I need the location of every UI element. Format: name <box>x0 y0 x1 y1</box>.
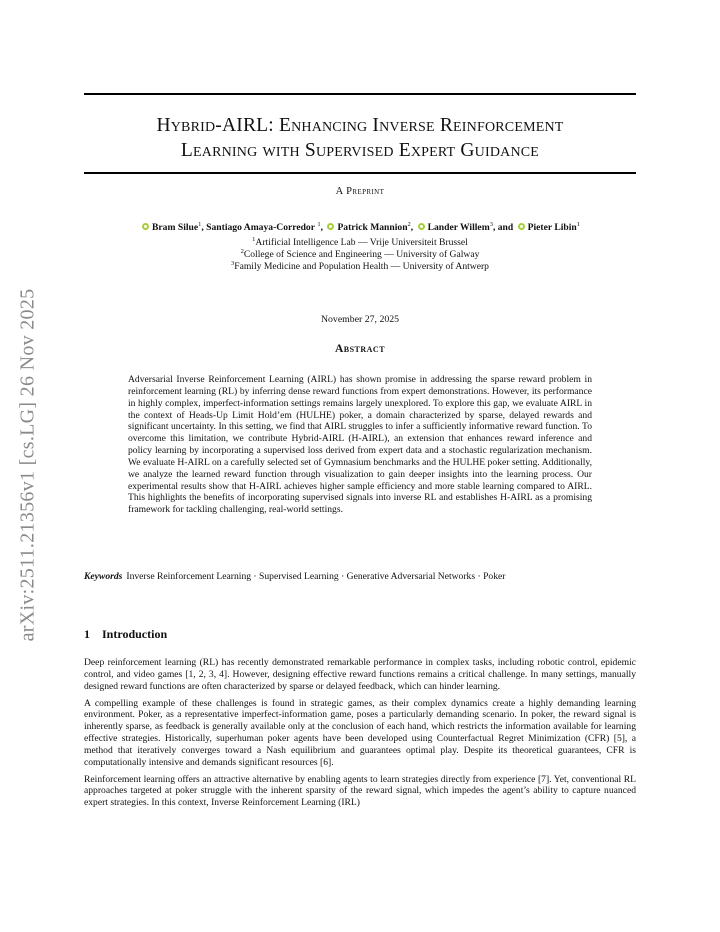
keywords-text: Inverse Reinforcement Learning · Supervised Learning · Generative Adversarial Networks · Poker <box>126 571 506 582</box>
abstract-text: Adversarial Inverse Reinforcement Learning (AIRL) has shown promise in addressing the sparse reward problem in reinforcement learning (RL) by inferring dense reward functions from expert demonstrations. However, its performance in highly complex, imperfect-information settings remains largely unexplored. To explore this gap, we evaluate AIRL in the context of Heads-Up Limit Hold’em (HULHE) poker, a domain characterized by sparse, delayed rewards and significant uncertainty. In this setting, we find that AIRL struggles to infer a sufficiently informative reward function. To overcome this limitation, we contribute Hybrid-AIRL (H-AIRL), an extension that enhances reward inference and policy learning by incorporating a supervised loss derived from expert data and a stochastic regularization mechanism. We evaluate H-AIRL on a carefully selected set of Gymnasium benchmarks and the HULHE poker setting. Additionally, we analyze the learned reward function through visualization to gain deeper insights into the learning process. Our experimental results show that H-AIRL achieves higher sample efficiency and more stable learning compared to AIRL. This highlights the benefits of incorporating supervised signals into inverse RL and establishes H-AIRL as a promising framework for tackling challenging, real-world settings. <box>128 374 592 516</box>
paragraph: Deep reinforcement learning (RL) has recently demonstrated remarkable performance in complex tasks, including robotic control, epidemic control, and video games [1, 2, 3, 4]. However, designing effective reward functions remains a critical challenge. In many settings, manually designed reward functions are often characterized by sparse or delayed feedback, which can hinder learning. <box>84 657 636 692</box>
paragraph: Reinforcement learning offers an attractive alternative by enabling agents to learn strategies directly from experience [7]. Yet, conventional RL approaches targeted at poker struggle with the inherent sparsity of the reward signal, which impedes the agent’s ability to capture nuanced expert strategies. In this context, Inverse Reinforcement Learning (IRL) <box>84 773 636 809</box>
author-entry: Pieter Libin$^1$ <box>516 222 580 233</box>
author-entry: Bram Silue$^1$, <box>140 222 206 233</box>
author-entry: Patrick Mannion$^2$, <box>325 222 415 233</box>
publication-date: November 27, 2025 <box>320 314 400 325</box>
arxiv-identifier: arXiv:2511.21356v1 [cs.LG] 26 Nov 2025 <box>16 288 39 642</box>
title-rule-bottom <box>84 172 636 174</box>
orcid-icon[interactable] <box>142 223 149 230</box>
author-list <box>84 221 636 233</box>
author-name: Pieter Libin <box>527 222 577 234</box>
title-rule-top <box>84 93 636 95</box>
author-name: Patrick Mannion <box>337 222 408 234</box>
author-entry: Santiago Amaya-Corredor $^1$, <box>206 221 326 234</box>
section-body <box>84 657 636 814</box>
author-name: Bram Silue <box>152 222 199 234</box>
title-line-2: Learning with Supervised Expert Guidance <box>180 140 540 161</box>
affiliation: $^3$Family Medicine and Population Health — University of Antwerp <box>231 260 489 273</box>
keywords-label: Keywords <box>84 571 123 582</box>
affiliation: $^1$Artificial Intelligence Lab — Vrije Universiteit Brussel <box>252 236 468 249</box>
section-heading <box>84 627 167 642</box>
title-line-1: Hybrid-AIRL: Enhancing Inverse Reinforcement <box>156 115 564 136</box>
orcid-icon[interactable] <box>518 223 525 230</box>
author-entry: Lander Willem$^3$, and <box>416 222 516 233</box>
keywords-line <box>84 571 636 582</box>
abstract-heading: Abstract <box>334 343 386 355</box>
preprint-label: A Preprint <box>335 186 385 197</box>
orcid-icon[interactable] <box>327 223 334 230</box>
affiliation: $^2$College of Science and Engineering — University of Galway <box>240 248 480 261</box>
author-name: Lander Willem <box>427 222 490 234</box>
author-name: Santiago Amaya-Corredor <box>206 222 315 234</box>
section-number: 1 <box>84 627 90 641</box>
paper-title <box>84 113 636 163</box>
section-title: Introduction <box>102 627 168 641</box>
paragraph: A compelling example of these challenges is found in strategic games, as their complex dynamics create a highly demanding learning environment. Poker, as a representative imperfect-information game, poses a particularly demanding scenario. In poker, the reward signal is inherently sparse, as feedback is generally available only at the conclusion of each hand, which restricts the information available for learning effective strategies. Historically, superhuman poker agents have been developed using Counterfactual Regret Minimization (CFR) [5], a method that iteratively converges toward a Nash equilibrium and guarantees optimal play. Despite its theoretical guarantees, CFR is computationally intensive and demands significant resources [6]. <box>84 697 636 768</box>
orcid-icon[interactable] <box>418 223 425 230</box>
